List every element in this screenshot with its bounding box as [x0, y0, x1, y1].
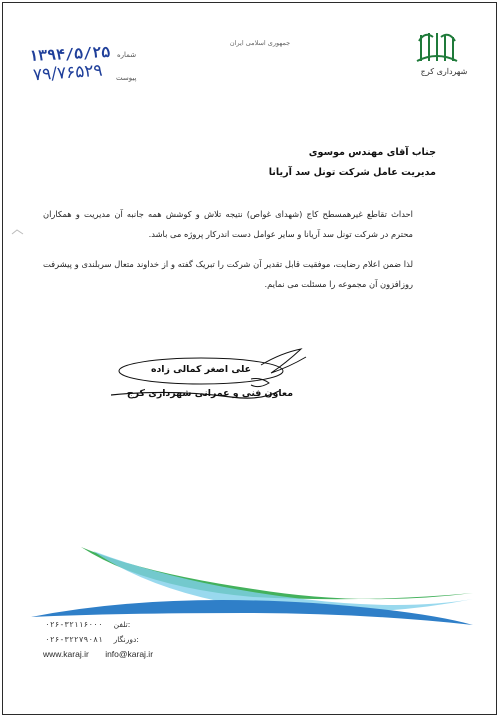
body-paragraph-1: احداث تقاطع غیرهمسطح کاج (شهدای غواص) نتیجه تلاش و کوشش همه جانبه آن مدیریت و همکاران محترم در شرکت تونل سد آریانا و سایر عوامل دست اندرکار پروژه می باشد. — [43, 209, 413, 239]
letter-number: ۷۹/۷۶۵۲۹ — [32, 60, 104, 86]
recipient-name: جناب آقای مهندس موسوی — [308, 147, 436, 158]
letter-body — [43, 204, 413, 304]
organization-logo — [411, 27, 481, 87]
fax-label: دورنگار: — [113, 635, 139, 644]
handwritten-signature-icon — [111, 343, 321, 413]
phone-number: ۰۲۶-۳۲۱۱۶۰۰۰ — [45, 620, 103, 629]
footer-wave-decoration — [3, 533, 497, 633]
number-label: پیوست — [116, 74, 137, 82]
letter-page — [2, 2, 497, 715]
organization-name: شهرداری کرج — [420, 67, 468, 76]
email-link[interactable]: info@karaj.ir — [105, 649, 154, 659]
body-paragraph-2: لذا ضمن اعلام رضایت، موفقیت قابل تقدیر آن شرکت را تبریک گفته و از خداوند متعال سربلندی و پیشرفت روزافزون آن مجموعه را مسئلت می نمایم. — [43, 259, 413, 289]
phone-line — [45, 620, 130, 629]
recipient-block — [269, 143, 436, 183]
motto-text: جمهوری اسلامی ایران — [229, 39, 291, 47]
date-label: شماره — [117, 51, 137, 59]
date-value: ۱۳۹۴/۵/۲۵ — [28, 42, 111, 66]
signatory-name: علی اصغر کمالی زاده — [150, 364, 252, 375]
recipient-position: مدیریت عامل شرکت تونل سد آریانا — [268, 167, 436, 178]
signatory-title: معاون فنی و عمرانی شهرداری کرج — [126, 388, 293, 399]
website-link[interactable]: www.karaj.ir — [43, 649, 89, 659]
fax-number: ۰۲۶-۳۲۲۷۹۰۸۱ — [45, 635, 103, 644]
web-contact — [43, 649, 167, 659]
phone-label: تلفن: — [113, 620, 131, 629]
margin-mark-icon — [11, 228, 25, 238]
karaj-emblem-icon — [411, 27, 481, 67]
fax-line — [45, 635, 139, 644]
